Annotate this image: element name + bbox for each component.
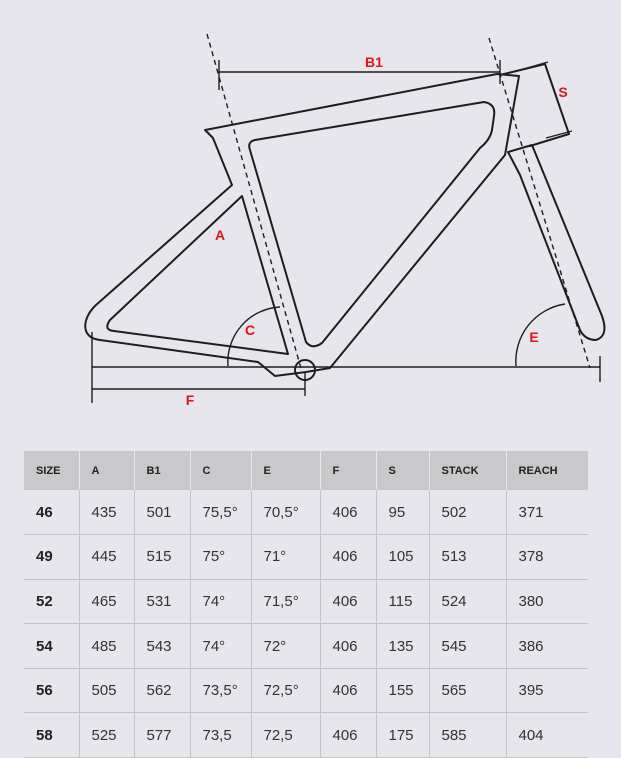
cell-e: 70,5° [251,490,320,535]
cell-size: 49 [24,535,79,580]
header-c: C [190,451,251,490]
cell-stack: 545 [429,624,506,669]
cell-reach: 380 [506,579,588,624]
cell-stack: 565 [429,668,506,713]
header-a: A [79,451,134,490]
table-row [24,668,588,713]
e-angle-arc [516,304,565,366]
cell-a: 485 [79,624,134,669]
header-s: S [376,451,429,490]
cell-s: 105 [376,535,429,580]
cell-b1: 531 [134,579,190,624]
table-row [24,490,588,535]
cell-f: 406 [320,490,376,535]
header-b1: B1 [134,451,190,490]
cell-e: 72° [251,624,320,669]
cell-a: 435 [79,490,134,535]
cell-a: 525 [79,713,134,758]
cell-b1: 543 [134,624,190,669]
cell-c: 73,5 [190,713,251,758]
cell-f: 406 [320,713,376,758]
cell-reach: 371 [506,490,588,535]
cell-b1: 501 [134,490,190,535]
cell-size: 46 [24,490,79,535]
cell-size: 56 [24,668,79,713]
cell-a: 465 [79,579,134,624]
cell-size: 58 [24,713,79,758]
table-header-row [24,451,588,490]
cell-c: 73,5° [190,668,251,713]
cell-s: 155 [376,668,429,713]
label-a: A [214,227,226,243]
label-s: S [558,84,568,100]
cell-f: 406 [320,668,376,713]
cell-f: 406 [320,535,376,580]
cell-c: 75,5° [190,490,251,535]
cell-a: 445 [79,535,134,580]
cell-e: 72,5 [251,713,320,758]
cell-b1: 577 [134,713,190,758]
cell-c: 74° [190,579,251,624]
cell-s: 175 [376,713,429,758]
geometry-table [24,451,588,758]
header-e: E [251,451,320,490]
cell-size: 54 [24,624,79,669]
cell-stack: 502 [429,490,506,535]
cell-e: 72,5° [251,668,320,713]
cell-stack: 524 [429,579,506,624]
cell-reach: 386 [506,624,588,669]
cell-reach: 395 [506,668,588,713]
table-row [24,579,588,624]
table-row [24,535,588,580]
cell-size: 52 [24,579,79,624]
cell-f: 406 [320,579,376,624]
main-triangle-inner [249,102,494,346]
cell-s: 135 [376,624,429,669]
label-b1: B1 [365,54,383,70]
table-row [24,624,588,669]
cell-b1: 562 [134,668,190,713]
cell-e: 71° [251,535,320,580]
header-reach: REACH [506,451,588,490]
label-e: E [529,329,539,345]
cell-stack: 513 [429,535,506,580]
cell-c: 74° [190,624,251,669]
cell-a: 505 [79,668,134,713]
cell-reach: 404 [506,713,588,758]
label-f: F [185,392,195,408]
fork [508,145,604,340]
cell-reach: 378 [506,535,588,580]
cell-stack: 585 [429,713,506,758]
cell-s: 95 [376,490,429,535]
cell-s: 115 [376,579,429,624]
cell-f: 406 [320,624,376,669]
header-size: SIZE [24,451,79,490]
header-stack: STACK [429,451,506,490]
cell-e: 71,5° [251,579,320,624]
label-c: C [244,322,256,338]
rear-triangle-inner [107,196,288,354]
header-f: F [320,451,376,490]
cell-c: 75° [190,535,251,580]
table-row [24,713,588,758]
cell-b1: 515 [134,535,190,580]
